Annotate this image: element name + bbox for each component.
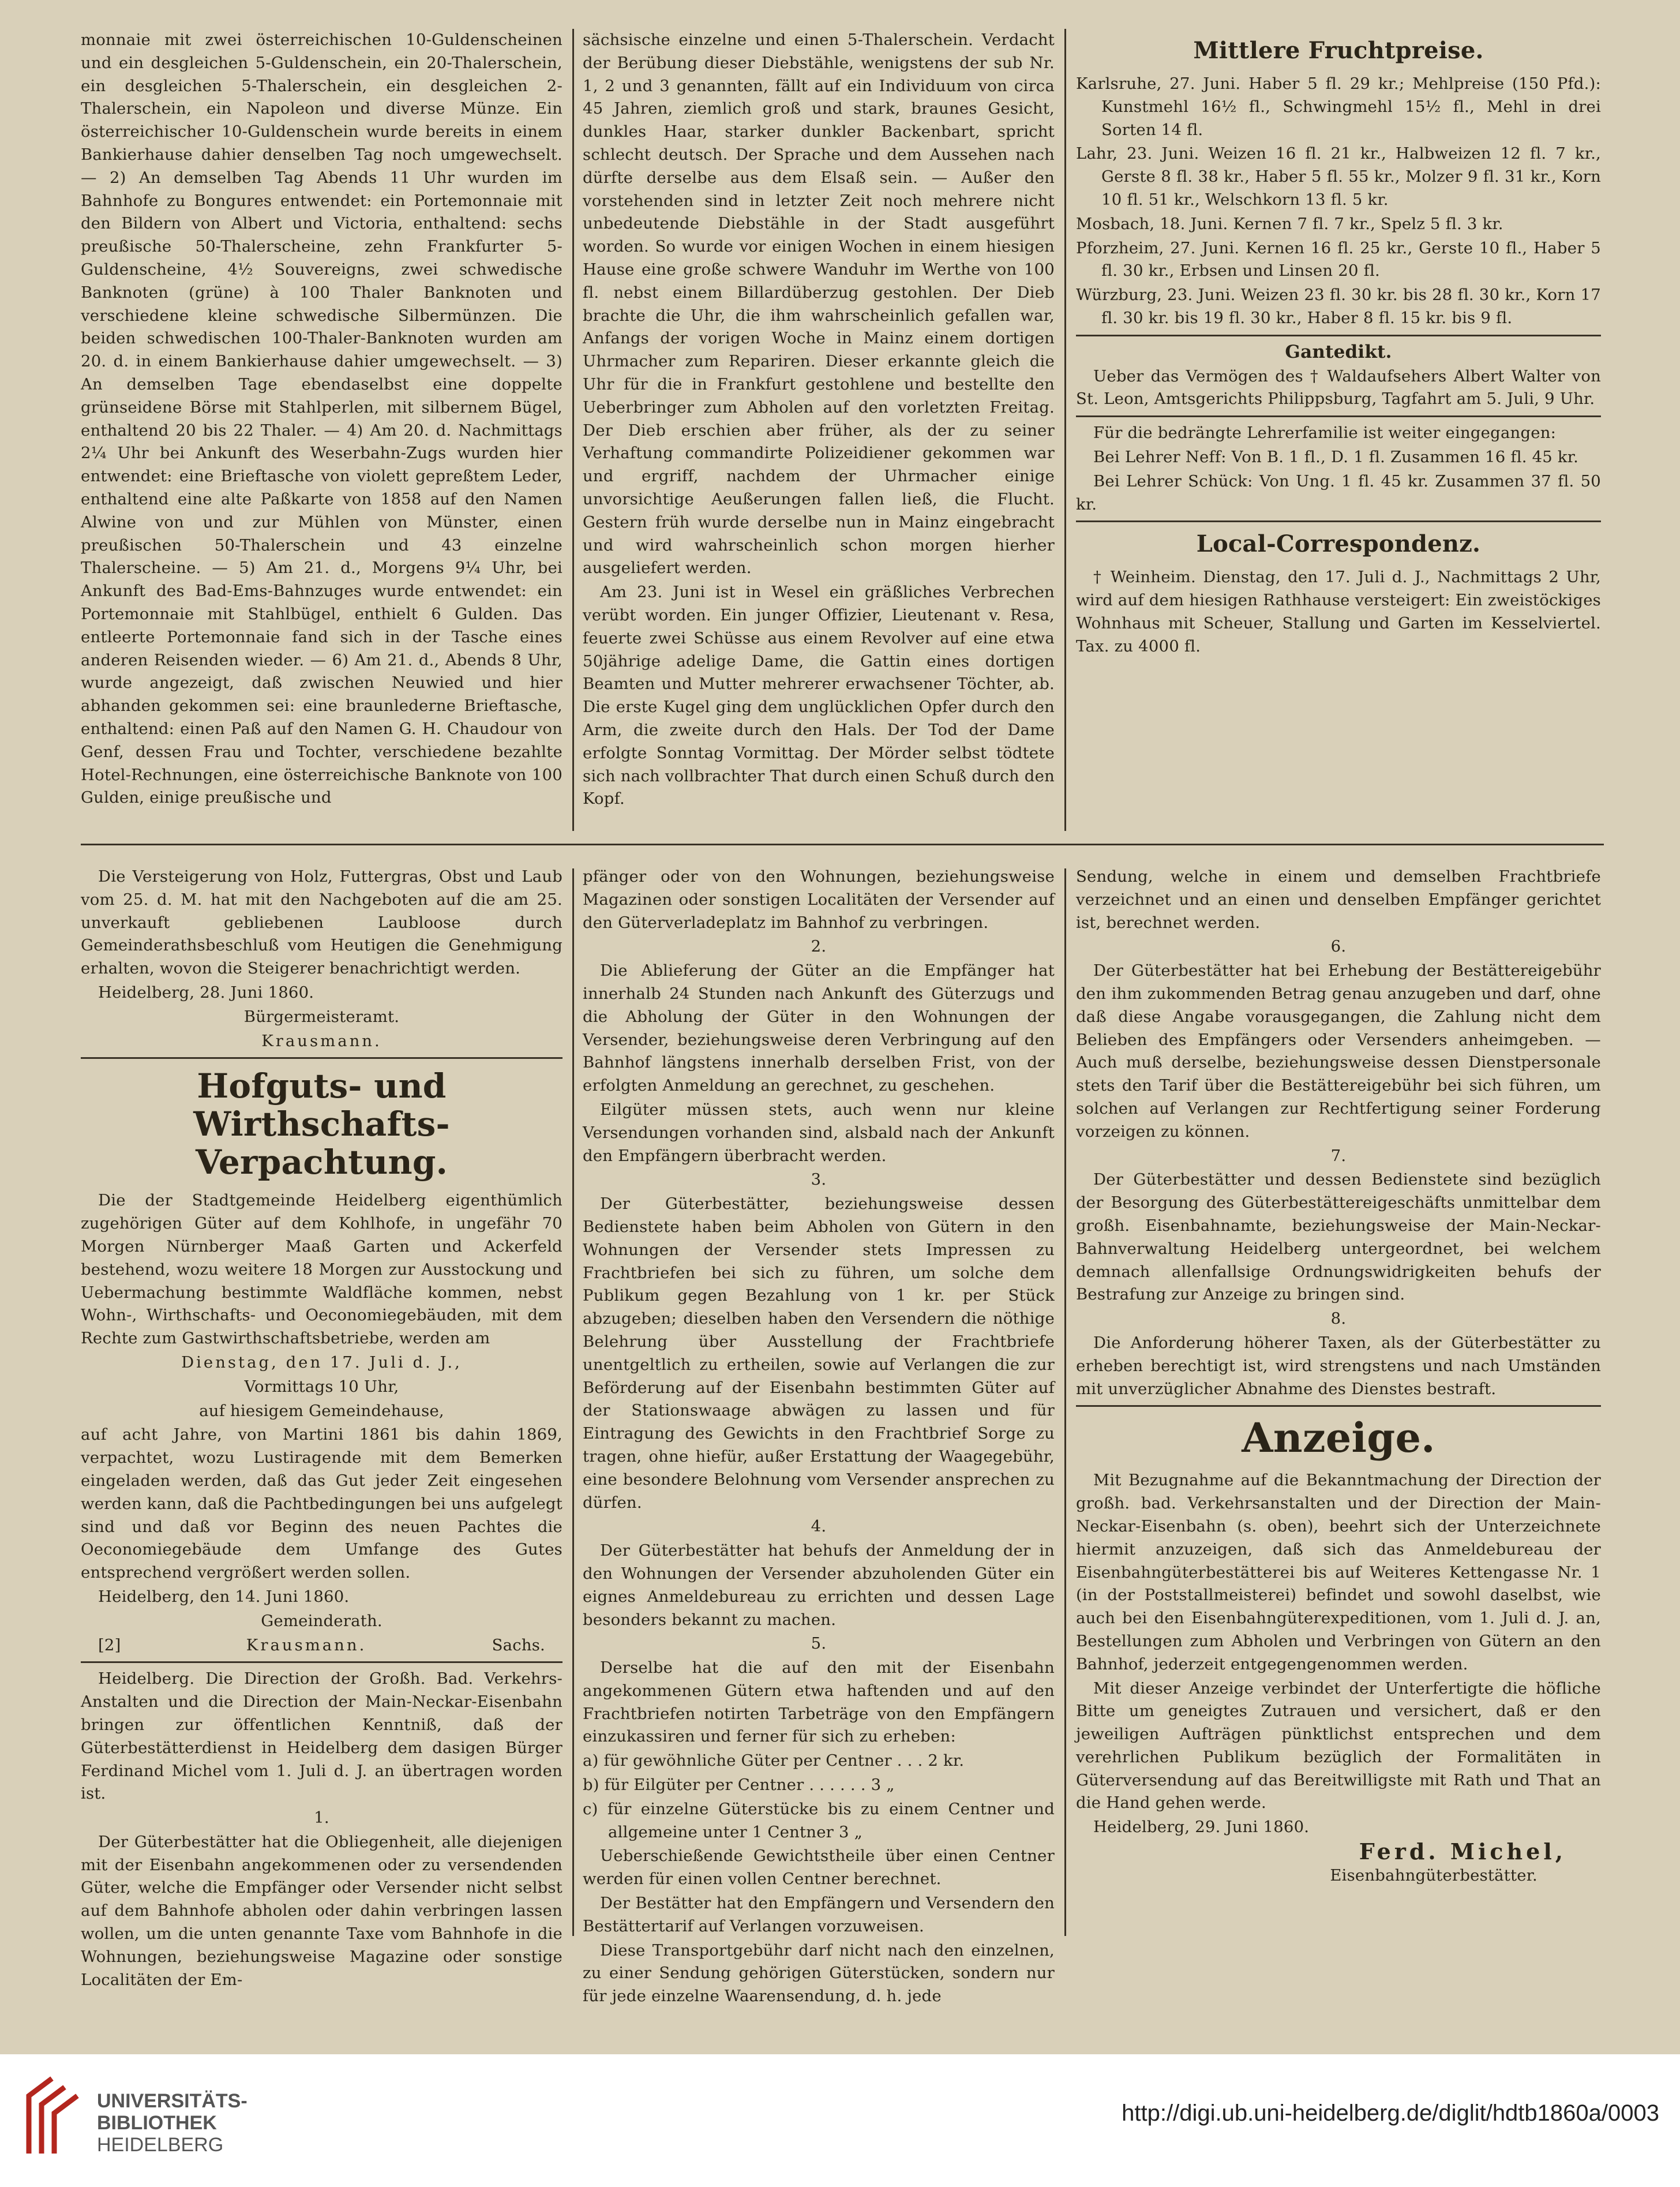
local-title: Local-Correspondenz. bbox=[1196, 530, 1481, 558]
tarif-entry: b) für Eilgüter per Centner . . . . . . 3 „ bbox=[583, 1776, 895, 1795]
anzeige-date: Heidelberg, 29. Juni 1860. bbox=[1093, 1818, 1310, 1837]
divider bbox=[1076, 1405, 1601, 1407]
article-text: monnaie mit zwei österreichischen 10-Guldenscheinen und ein desgleichen 5-Guldenschein, ein 20-Thalerschein, ein desgleichen 5-Thalerschein, ein desgleichen 2-Thalerschein, ein Napoleon und diverse Münze. Ein österreichischer 10-Guldenschein wurde bereits in einem Bankierhause dahier denselben Tag noch umgewechselt. — 2) An demselben Tag Abends 11 Uhr wurden im Bahnhofe zu Bongures entwendet: ein Portemonnaie mit den Bildern von Albert und Victoria, enthaltend: sechs preußische 50-Thalerscheine, zehn Frankfurter 5-Guldenscheine, 4½ Souvereigns, zwei schwedische Banknoten (grüne) à 100 Thaler Banknoten und verschiedene kleine schwedische Silbermünzen. Die beiden schwedischen 100-Thaler-Banknoten wurden am 20. d. in einem Bankierhause dahier umgewechselt. — 3) An demselben Tage ebendaselbst eine doppelte grünseidene Börse mit Stahlperlen, mit silbernem Bügel, enthaltend 20 bis 22 Thaler. — 4) Am 20. d. Nachmittags 2¼ Uhr bei Ankunft des Weserbahn-Zugs wurden hier entwendet: eine Brieftasche von violett gepreßtem Leder, enthaltend eine alte Paßkarte von 1858 auf den Namen Alwine von und zur Mühlen von Münster, einen preußischen 50-Thalerschein und 43 einzelne Thalerscheine. — 5) Am 21. d., Morgens 9¼ Uhr, bei Ankunft des Bad-Ems-Bahnzuges wurde entwendet: ein Portemonnaie mit Stahlbügel, enthielt 6 Gulden. Das entleerte Portemonnaie fand sich in der Tasche eines anderen Reisenden wieder. — 6) Am 21. d., Abends 8 Uhr, wurde angezeigt, daß zwischen Neuwied und hier abhanden gekommen sei: eine braunlederne Brieftasche, enthaltend: einen Paß auf den Namen G. H. Chaudour von Genf, dessen Frau und Tochter, verschiedene bezahlte Hotel-Rechnungen, eine österreichische Banknote von 100 Gulden, einige preußische und bbox=[81, 31, 562, 807]
lehrer-entry: Bei Lehrer Schück: Von Ung. 1 fl. 45 kr. Zusammen 37 fl. 50 kr. bbox=[1076, 471, 1601, 514]
anzeige-title: Anzeige. bbox=[1242, 1414, 1435, 1462]
column-rule bbox=[1064, 868, 1066, 1936]
column-rule bbox=[572, 868, 574, 1936]
hofgut-sign-office: Gemeinderath. bbox=[261, 1611, 382, 1630]
hofgut-title bbox=[81, 1067, 562, 1181]
column-2-bottom bbox=[583, 866, 1055, 2009]
library-name bbox=[97, 2090, 247, 2156]
column-rule bbox=[1064, 29, 1066, 831]
anzeige-signature: Ferd. Michel, bbox=[1359, 1838, 1566, 1865]
paragraph-text: Der Bestätter hat den Empfängern und Versendern den Bestättertarif auf Verlangen vorzuweisen. bbox=[583, 1894, 1055, 1935]
column-rule bbox=[572, 29, 574, 831]
ad-number: [2] bbox=[98, 1635, 121, 1654]
local-text: † Weinheim. Dienstag, den 17. Juli d. J., Nachmittags 2 Uhr, wird auf dem hiesigen Rathhause versteigert: Ein zweistöckiges Wohnhaus mit Scheuer, Stallung und Garten im Kesselviertel. Tax. zu 4000 fl. bbox=[1076, 568, 1601, 656]
paragraph-text: Der Güterbestätter hat bei Erhebung der Bestättereigebühr den ihm zukommenden Betrag genau anzugeben und darf, ohne daß diese Angabe vorausgegangen, die Zahlung nicht dem Belieben des Empfängers oder Versenders anheimgeben. — Auch muß derselbe, beziehungsweise dessen Dienstpersonale stets den Tarif über die Bestättereigebühr bei sich führen, um solchen auf Verlangen zur Rechtfertigung seiner Forderung vorzeigen zu können. bbox=[1076, 961, 1601, 1141]
paragraph-text: Ueberschießende Gewichtstheile über einen Centner werden für einen vollen Centner berechnet. bbox=[583, 1847, 1055, 1889]
source-url-link[interactable]: http://digi.ub.uni-heidelberg.de/diglit/hdtb1860a/0003 bbox=[1122, 2100, 1659, 2126]
hofgut-sign-sachs: Sachs. bbox=[492, 1635, 545, 1654]
gant-title: Gantedikt. bbox=[1285, 341, 1392, 362]
paragraph-text: Derselbe hat die auf den mit der Eisenbahn angekommenen Gütern etwa haftenden und auf den Frachtbriefen notirten Tarbeträge von den Empfängern einzukassiren und ferner für sich zu erheben: bbox=[583, 1658, 1055, 1746]
tarif-entry: c) für einzelne Güterstücke bis zu einem Centner und allgemeine unter 1 Centner 3 „ bbox=[583, 1799, 1055, 1841]
versteigerung-office: Bürgermeisteramt. bbox=[243, 1007, 400, 1026]
price-entry: Pforzheim, 27. Juni. Kernen 16 fl. 25 kr., Gerste 10 fl., Haber 5 fl. 30 kr., Erbsen und Linsen 20 fl. bbox=[1076, 238, 1601, 280]
heidelberg-notice: Heidelberg. Die Direction der Großh. Bad. Verkehrs-Anstalten und die Direction der Main-Neckar-Eisenbahn bringen zur öffentlichen Kenntniß, daß der Güterbestätterdienst in Heidelberg dem dasigen Bürger Ferdinand Michel vom 1. Juli d. J. an übertragen worden ist. bbox=[81, 1669, 562, 1803]
anzeige-role: Eisenbahngüterbestätter. bbox=[1330, 1866, 1537, 1885]
divider bbox=[81, 1661, 562, 1663]
hofgut-sign-row bbox=[81, 1634, 562, 1657]
section-rule bbox=[81, 844, 1604, 845]
article-text: sächsische einzelne und einen 5-Thalerschein. Verdacht der Berübung dieser Diebstähle, wenigstens der sub Nr. 1, 2 und 3 genannten, fällt auf ein Individuum von circa 45 Jahren, ziemlich groß und stark, braunes Gesicht, dunkles Haar, starker dunkler Backenbart, spricht schlecht deutsch. Der Sprache und dem Aussehen nach dürfte derselbe aus dem Elsaß sein. — Außer den vorstehenden sind in letzter Zeit noch mehrere nicht unbedeutende Diebstähle in der Stadt ausgeführt worden. So wurde vor einigen Wochen in einem hiesigen Hause eine große schwere Wanduhr im Werthe von 100 fl. nebst einem Billardüberzug gestohlen. Der Dieb brachte die Uhr, die ihm wahrscheinlich gefallen war, Anfangs der vorigen Woche in Mainz einem dortigen Uhrmacher zum Repariren. Dieser erkannte gleich die Uhr für die in Frankfurt gestohlene und bestellte den Ueberbringer zum Abholen auf den vorletzten Freitag. Der Dieb erschien aber früher, als der zu seiner Verhaftung commandirte Polizeidiener gekommen war und ergriff, nachdem der Uhrmacher einige unvorsichtige Aeußerungen fallen ließ, die Flucht. Gestern früh wurde derselbe nun in Mainz eingebracht und wird wahrscheinlich schon morgen hierher ausgeliefert werden. bbox=[583, 31, 1055, 578]
paragraph-text: Die Ablieferung der Güter an die Empfänger hat innerhalb 24 Stunden nach Ankunft des Güterzugs und die Abholung der Güter in den Wohnungen der Versender, beziehungsweise deren Verbringung auf den Bahnhof längstens innerhalb derselben Frist, von der erfolgten Anmeldung an gerechnet, zu geschehen. bbox=[583, 961, 1055, 1095]
column-1-top bbox=[81, 29, 562, 811]
paragraph-text: Diese Transportgebühr darf nicht nach den einzelnen, zu einer Sendung gehörigen Güterstücken, sondern nur für jede einzelne Waarensendung, d. h. jede bbox=[583, 1941, 1055, 2006]
paragraph-number: 1. bbox=[314, 1808, 329, 1828]
paragraph-number: 2. bbox=[811, 937, 827, 956]
hofgut-date: Dienstag, den 17. Juli d. J., bbox=[181, 1353, 462, 1372]
price-entry: Lahr, 23. Juni. Weizen 16 fl. 21 kr., Halbweizen 12 fl. 7 kr., Gerste 8 fl. 38 kr., Haber 5 fl. 55 kr., Molzer 9 fl. 31 kr., Korn 10 fl. 51 kr., Welschkorn 13 fl. 5 kr. bbox=[1076, 144, 1601, 209]
versteigerung-signature: Krausmann. bbox=[261, 1031, 382, 1050]
gant-text: Ueber das Vermögen des † Waldaufsehers Albert Walter von St. Leon, Amtsgerichts Philippsburg, Tagfahrt am 5. Juli, 9 Uhr. bbox=[1076, 366, 1601, 409]
price-entry: Mosbach, 18. Juni. Kernen 7 fl. 7 kr., Spelz 5 fl. 3 kr. bbox=[1076, 214, 1503, 233]
library-name-line1: UNIVERSITÄTS- bbox=[97, 2090, 247, 2112]
paragraph-text: Der Güterbestätter hat behufs der Anmeldung der in den Wohnungen der Versender abzuholenden Güter ein eignes Anmeldebureau zu errichten und dessen Lage besonders bekannt zu machen. bbox=[583, 1541, 1055, 1629]
library-name-line2: BIBLIOTHEK bbox=[97, 2112, 217, 2134]
divider bbox=[1076, 335, 1601, 336]
paragraph-text: Sendung, welche in einem und demselben Frachtbriefe verzeichnet und an einen und denselben Empfänger gerichtet ist, berechnet werden. bbox=[1076, 867, 1601, 932]
paragraph-number: 5. bbox=[811, 1634, 827, 1653]
library-name-line3: HEIDELBERG bbox=[97, 2134, 224, 2156]
paragraph-number: 8. bbox=[1330, 1309, 1347, 1328]
paragraph-text: Der Güterbestätter, beziehungsweise dessen Bedienstete haben beim Abholen von Gütern in den Wohnungen der Versender stets Impressen zu Frachtbriefen bei sich zu führen, um solche dem Publikum gegen Bezahlung von 1 kr. per Stück abzugeben; dieselben haben den Versendern die nöthige Belehrung über Ausstellung der Frachtbriefe unentgeltlich zu ertheilen, sowie auf Verlangen die zur Beförderung auf der Eisenbahn bestimmten Güter auf der Stationswaage abwägen zu lassen und für Eintragung des Gewichts in den Frachtbrief Sorge zu tragen, ohne hiefür, außer Erstattung der Waagegebühr, eine besondere Belohnung vom Versender ansprechen zu dürfen. bbox=[583, 1194, 1055, 1512]
hofgut-sign-date: Heidelberg, den 14. Juni 1860. bbox=[98, 1587, 350, 1606]
tarif-entry: a) für gewöhnliche Güter per Centner . . . 2 kr. bbox=[583, 1751, 965, 1770]
anzeige-text: Mit dieser Anzeige verbindet der Unterfertigte die höfliche Bitte um geneigtes Zutrauen und versichert, daß er den jeweiligen Aufträgen pünktlichst entsprechen und dem verehrlichen Publikum bezüglich der Formalitäten in Güterversendung auf das Bereitwilligste mit Rath und That an die Hand gehen werde. bbox=[1076, 1679, 1601, 1812]
article-text: Am 23. Juni ist in Wesel ein gräßliches Verbrechen verübt worden. Ein junger Offizier, Lieutenant v. Resa, feuerte zwei Schüsse aus einem Revolver auf eine etwa 50jährige adelige Dame, die Gattin eines dortigen Beamten und Mutter mehrerer erwachsener Töchter, ab. Die erste Kugel ging dem unglücklichen Opfer durch den Arm, die zweite durch den Hals. Der Tod der Dame erfolgte Sonntag Vormittag. Der Mörder selbst tödtete sich nach vollbrachter That durch einen Schuß durch den Kopf. bbox=[583, 583, 1055, 808]
paragraph-text: Der Güterbestätter und dessen Bedienstete sind bezüglich der Besorgung des Güterbestättereigeschäfts unmittelbar dem großh. Eisenbahnamte, beziehungsweise der Main-Neckar-Bahnverwaltung Heidelberg untergeordnet, bei welchem demnach allenfallsige Ordnungswidrigkeiten behufs der Bestrafung zur Anzeige zu bringen sind. bbox=[1076, 1170, 1601, 1304]
paragraph-number: 6. bbox=[1330, 937, 1347, 956]
paragraph-text: Der Güterbestätter hat die Obliegenheit, alle diejenigen mit der Eisenbahn angekommenen oder zu versendenden Güter, welche die Empfänger oder Versender nicht selbst auf dem Bahnhofe abholen oder dahin verbringen lassen wollen, um die unten genannte Taxe vom Bahnhofe in die Wohnungen, beziehungsweise Magazine oder sonstige Localitäten der Em- bbox=[81, 1832, 562, 1989]
library-footer bbox=[0, 2054, 1680, 2187]
divider bbox=[81, 1057, 562, 1059]
paragraph-number: 3. bbox=[811, 1170, 827, 1189]
column-3-bottom bbox=[1076, 866, 1601, 1889]
versteigerung-date: Heidelberg, 28. Juni 1860. bbox=[98, 983, 314, 1002]
lehrer-entry: Bei Lehrer Neff: Von B. 1 fl., D. 1 fl. Zusammen 16 fl. 45 kr. bbox=[1093, 447, 1579, 466]
hofgut-time: Vormittags 10 Uhr, bbox=[244, 1377, 399, 1396]
hofgut-title-line1: Hofguts- und Wirthschafts- bbox=[193, 1066, 450, 1144]
paragraph-text: Eilgüter müssen stets, auch wenn nur kleine Versendungen vorhanden sind, alsbald nach der Ankunft den Empfängern überbracht werden. bbox=[583, 1100, 1055, 1165]
price-entry: Karlsruhe, 27. Juni. Haber 5 fl. 29 kr.; Mehlpreise (150 Pfd.): Kunstmehl 16½ fl., Schwingmehl 15½ fl., Mehl in drei Sorten 14 fl. bbox=[1076, 74, 1601, 139]
price-entry: Würzburg, 23. Juni. Weizen 23 fl. 30 kr. bis 28 fl. 30 kr., Korn 17 fl. 30 kr. bis 19 fl. 30 kr., Haber 8 fl. 15 kr. bis 9 fl. bbox=[1076, 286, 1601, 327]
column-1-bottom bbox=[81, 866, 562, 1993]
column-2-top bbox=[583, 29, 1055, 812]
hofgut-title-line2: Verpachtung. bbox=[195, 1143, 448, 1182]
paragraph-number: 7. bbox=[1330, 1146, 1347, 1165]
paragraph-number: 4. bbox=[811, 1517, 827, 1536]
versteigerung-text: Die Versteigerung von Holz, Futtergras, Obst und Laub vom 25. d. M. hat mit den Nachgeboten auf die am 25. unverkauft gebliebenen Laubloose durch Gemeinderathsbeschluß vom Heutigen die Genehmigung erhalten, wovon die Steigerer benachrichtigt werden. bbox=[81, 867, 562, 978]
divider bbox=[1076, 520, 1601, 522]
divider bbox=[1076, 415, 1601, 417]
column-3-top bbox=[1076, 29, 1601, 660]
hofgut-text: Die der Stadtgemeinde Heidelberg eigenthümlich zugehörigen Güter auf dem Kohlhofe, in ungefähr 70 Morgen Nürnberger Maaß Garten und Ackerfeld bestehend, wozu weitere 18 Morgen zur Ausstockung und Uebermachung bestimmte Waldfläche kommen, nebst Wohn-, Wirthschafts- und Oeconomiegebäuden, mit dem Rechte zum Gastwirthschaftsbetriebe, werden am bbox=[81, 1191, 562, 1348]
university-library-logo-icon bbox=[17, 2073, 87, 2159]
paragraph-text: pfänger oder von den Wohnungen, beziehungsweise Magazinen oder sonstigen Localitäten der Versender auf den Güterverladeplatz im Bahnhof zu verbringen. bbox=[583, 867, 1055, 932]
prices-title: Mittlere Fruchtpreise. bbox=[1193, 37, 1484, 64]
hofgut-text: auf acht Jahre, von Martini 1861 bis dahin 1869, verpachtet, wozu Lustiragende mit dem Bemerken eingeladen werden, daß das Gut jeder Zeit eingesehen werden kann, daß die Pachtbedingungen bei uns aufgelegt sind und daß vor Beginn des neuen Pachtes die Oeconomiegebäude dem Umfange des Gutes entsprechend vergrößert werden sollen. bbox=[81, 1425, 562, 1582]
hofgut-place: auf hiesigem Gemeindehause, bbox=[199, 1401, 444, 1420]
hofgut-sign-name: Krausmann. bbox=[246, 1635, 367, 1654]
paragraph-text: Die Anforderung höherer Taxen, als der Güterbestätter zu erheben berechtigt ist, wird strengstens und nach Umständen mit unverzüglicher Abnahme des Dienstes bestraft. bbox=[1076, 1333, 1601, 1398]
anzeige-text: Mit Bezugnahme auf die Bekanntmachung der Direction der großh. bad. Verkehrsanstalten und der Direction der Main-Neckar-Eisenbahn (s. oben), beehrt sich der Unterzeichnete hiermit anzuzeigen, daß sich das Anmeldebureau der Eisenbahngüterbestätterei bis auf Weiteres Kettengasse Nr. 1 (in der Poststallmeisterei) befindet und sowohl daselbst, wie auch bei den Eisenbahngüterexpeditionen, vom 1. Juli d. J. an, Bestellungen zum Abholen und Verbringen von Gütern an den Bahnhof, jederzeit entgegengenommen werden. bbox=[1076, 1471, 1601, 1673]
lehrer-intro: Für die bedrängte Lehrerfamilie ist weiter eingegangen: bbox=[1093, 424, 1557, 443]
